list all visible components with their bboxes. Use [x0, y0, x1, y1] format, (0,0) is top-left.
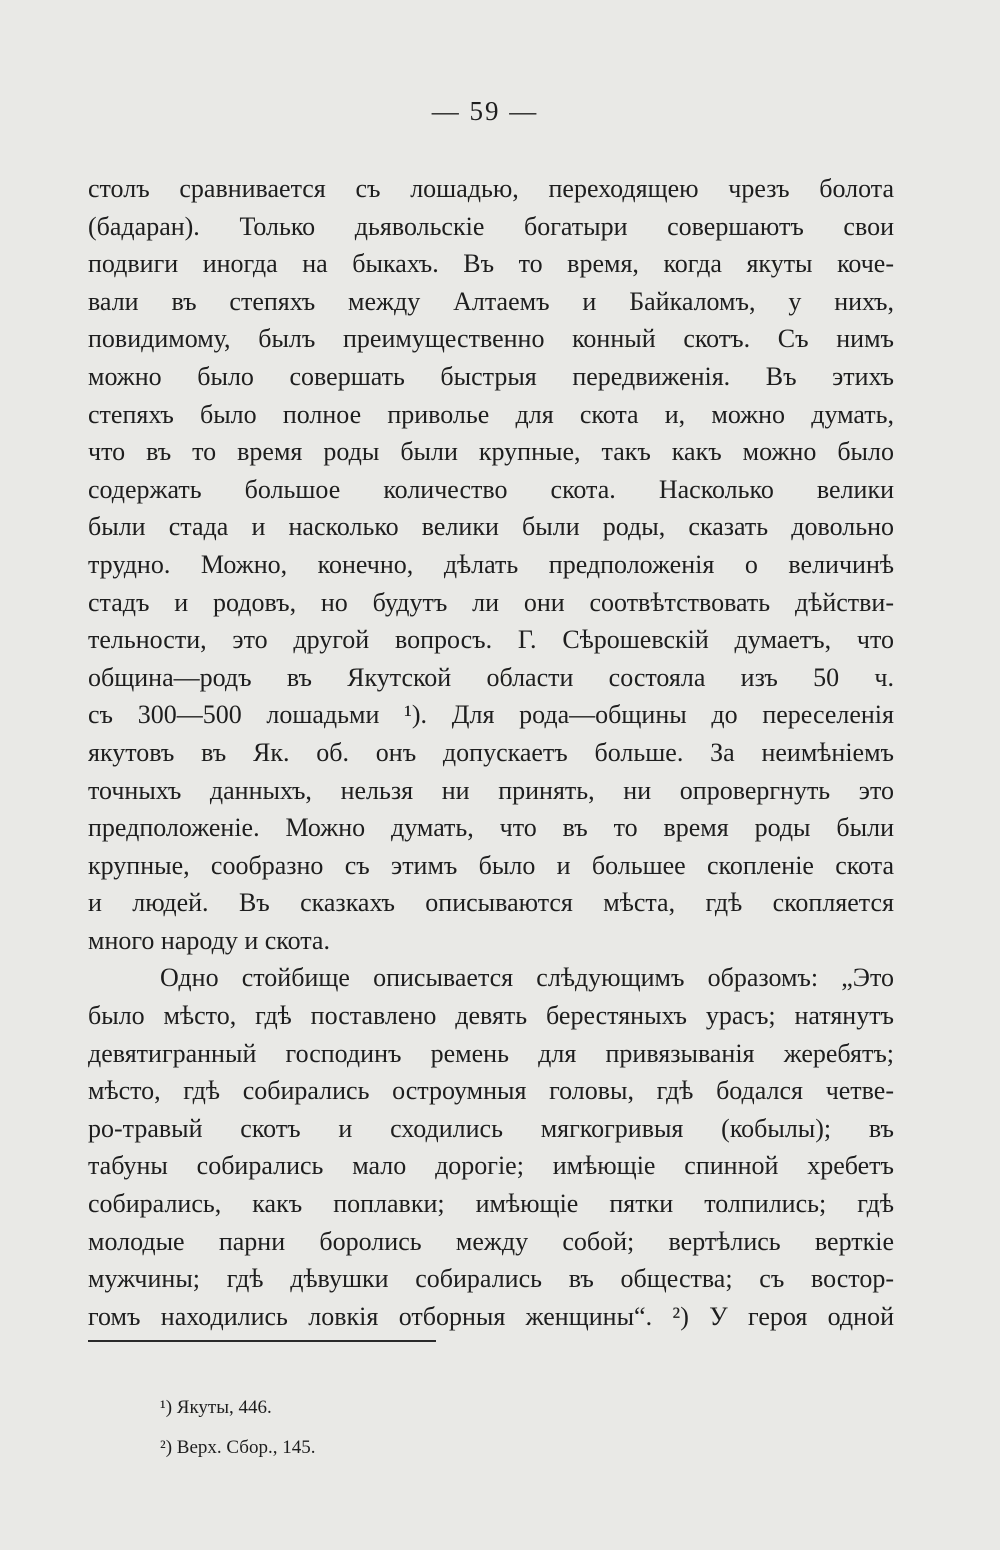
text-line: община—родъ въ Якутской области состояла изъ 50 ч. [88, 662, 894, 692]
text-line: крупные, сообразно съ этимъ было и большее скопленіе скота [88, 850, 894, 880]
text-line: много народу и скота. [88, 925, 330, 955]
text-line: и людей. Въ сказкахъ описываются мѣста, гдѣ скопляется [88, 888, 894, 918]
text-line: девятигранный господинъ ремень для привязыванія жеребятъ; [88, 1038, 894, 1068]
text-line: столъ сравнивается съ лошадью, переходящею чрезъ болота [88, 174, 894, 203]
text-line: были стада и насколько велики были роды, сказать довольно [88, 512, 894, 542]
text-line: содержать большое количество скота. Насколько велики [88, 474, 894, 504]
text-line: тельности, это другой вопросъ. Г. Сѣрошевскій думаетъ, что [88, 625, 894, 655]
paragraph-2 [88, 959, 894, 1335]
text-line: стадъ и родовъ, но будутъ ли они соотвѣтствовать дѣйстви- [88, 587, 894, 617]
text-line: точныхъ данныхъ, нельзя ни принять, ни опровергнуть это [88, 775, 894, 805]
text-line: Одно стойбище описывается слѣдующимъ образомъ: „Это [160, 963, 894, 993]
footnote-1: ¹) Якуты, 446. [160, 1397, 272, 1418]
text-line: повидимому, былъ преимущественно конный скотъ. Съ нимъ [88, 324, 894, 354]
body-text [88, 170, 894, 1335]
text-line: табуны собирались мало дорогіе; имѣющіе спинной хребетъ [88, 1151, 894, 1181]
text-line: съ 300—500 лошадьми ¹). Для рода—общины до переселенія [88, 700, 894, 730]
paragraph-1 [88, 170, 894, 959]
text-line: что въ то время роды были крупные, такъ какъ можно было [88, 437, 894, 467]
footnote-divider [88, 1340, 436, 1342]
text-line: молодые парни боролись между собой; вертѣлись верткіе [88, 1226, 894, 1256]
text-line: было мѣсто, гдѣ поставлено девять берестяныхъ урасъ; натянутъ [88, 1001, 894, 1031]
text-line: якутовъ въ Як. об. онъ допускаетъ больше. За неимѣніемъ [88, 737, 894, 767]
text-line: ро-травый скотъ и сходились мягкогривыя (кобылы); въ [88, 1113, 894, 1143]
text-line: собирались, какъ поплавки; имѣющіе пятки толпились; гдѣ [88, 1189, 894, 1219]
text-line: подвиги иногда на быкахъ. Въ то время, когда якуты коче- [88, 249, 894, 279]
text-line: мѣсто, гдѣ собирались остроумныя головы, гдѣ бодался четве- [88, 1076, 894, 1106]
footnotes [160, 1388, 315, 1468]
text-line: (бадаран). Только дьявольскіе богатыри совершаютъ свои [88, 211, 894, 241]
text-line: мужчины; гдѣ дѣвушки собирались въ общества; съ востор- [88, 1264, 894, 1294]
text-line: вали въ степяхъ между Алтаемъ и Байкаломъ, у нихъ, [88, 286, 894, 316]
text-line: предположеніе. Можно думать, что въ то время роды были [88, 813, 894, 843]
text-line: гомъ находились ловкія отборныя женщины“. ²) У героя одной [88, 1301, 894, 1331]
page-number: — 59 — [431, 96, 539, 126]
footnote-2: ²) Верх. Сбор., 145. [160, 1437, 316, 1458]
text-line: можно было совершать быстрыя передвиженія. Въ этихъ [88, 361, 894, 391]
text-line: степяхъ было полное приволье для скота и, можно думать, [88, 399, 894, 429]
text-line: трудно. Можно, конечно, дѣлать предположенія о величинѣ [88, 549, 894, 579]
